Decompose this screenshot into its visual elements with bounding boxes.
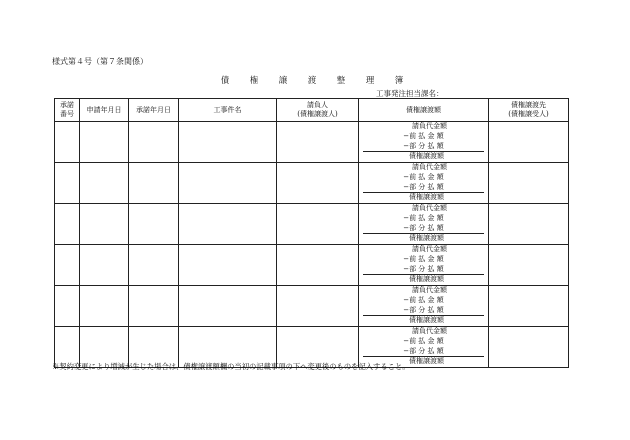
transfer-amount-cell[interactable]: [359, 245, 489, 286]
project-name-cell[interactable]: [179, 163, 277, 204]
ledger-body: [55, 122, 569, 368]
approval-date-cell[interactable]: [129, 286, 179, 327]
header-project-name: 工事件名: [179, 99, 277, 122]
contract-amount-label: 請負代金額: [412, 245, 447, 253]
contractor-cell[interactable]: [277, 286, 359, 327]
application-date-cell[interactable]: [80, 245, 129, 286]
contractor-cell[interactable]: [277, 163, 359, 204]
table-row: [55, 286, 569, 327]
approval-no-cell[interactable]: [55, 163, 80, 204]
partial-payment-label: −部 分 払 額: [363, 306, 484, 317]
application-date-cell[interactable]: [80, 122, 129, 163]
application-date-cell[interactable]: [80, 163, 129, 204]
contract-amount-label: 請負代金額: [412, 327, 447, 335]
header-transfer-amount: 債権譲渡額: [359, 99, 489, 122]
approval-date-cell[interactable]: [129, 204, 179, 245]
partial-payment-label: −部 分 払 額: [363, 265, 484, 276]
amount-breakdown: [363, 245, 484, 285]
approval-date-cell[interactable]: [129, 122, 179, 163]
transferee-cell[interactable]: [489, 204, 569, 245]
transferee-cell[interactable]: [489, 245, 569, 286]
table-row: [55, 122, 569, 163]
transfer-amount-label: 債権譲渡額: [409, 152, 444, 161]
approval-no-cell[interactable]: [55, 245, 80, 286]
table-row: [55, 204, 569, 245]
approval-no-cell[interactable]: [55, 204, 80, 245]
contract-amount-label: 請負代金額: [412, 163, 447, 171]
table-row: [55, 245, 569, 286]
transfer-ledger-table: [54, 98, 569, 368]
approval-date-cell[interactable]: [129, 245, 179, 286]
amount-breakdown: [363, 122, 484, 162]
amount-breakdown: [363, 163, 484, 203]
advance-payment-label: −前 払 金 額: [403, 295, 444, 304]
advance-payment-label: −前 払 金 額: [403, 254, 444, 263]
contractor-cell[interactable]: [277, 245, 359, 286]
contract-amount-label: 請負代金額: [412, 286, 447, 294]
form-title: 債 権 譲 渡 整 理 簿: [220, 76, 410, 86]
transfer-amount-label: 債権譲渡額: [409, 316, 444, 325]
approval-date-cell[interactable]: [129, 163, 179, 204]
header-row: [55, 99, 569, 122]
header-approval-no-line1: 承諾: [60, 101, 74, 109]
header-application-date: 申請年月日: [80, 99, 129, 122]
advance-payment-label: −前 払 金 額: [403, 213, 444, 222]
header-transferee-line1: 債権譲渡先: [511, 101, 546, 109]
approval-no-cell[interactable]: [55, 122, 80, 163]
header-approval-date: 承諾年月日: [129, 99, 179, 122]
project-name-cell[interactable]: [179, 245, 277, 286]
contractor-cell[interactable]: [277, 204, 359, 245]
transferee-cell[interactable]: [489, 163, 569, 204]
header-transferee-line2: (債権譲受人): [508, 110, 549, 118]
contract-amount-label: 請負代金額: [412, 204, 447, 212]
department-label: 工事発注担当課名：: [376, 89, 444, 98]
header-approval-no-line2: 番号: [60, 110, 74, 118]
transfer-amount-label: 債権譲渡額: [409, 234, 444, 243]
advance-payment-label: −前 払 金 額: [403, 172, 444, 181]
table-row: [55, 163, 569, 204]
contractor-cell[interactable]: [277, 122, 359, 163]
amount-breakdown: [363, 204, 484, 244]
header-contractor-line2: (債権譲渡人): [297, 110, 338, 118]
transferee-cell[interactable]: [489, 327, 569, 368]
advance-payment-label: −前 払 金 額: [403, 336, 444, 345]
header-contractor-line1: 請負人: [307, 101, 328, 109]
application-date-cell[interactable]: [80, 204, 129, 245]
partial-payment-label: −部 分 払 額: [363, 224, 484, 235]
amount-breakdown: [363, 286, 484, 326]
project-name-cell[interactable]: [179, 204, 277, 245]
project-name-cell[interactable]: [179, 122, 277, 163]
partial-payment-label: −部 分 払 額: [363, 142, 484, 153]
footnote: ※契約変更により増減が生じた場合は、債権譲渡額欄の当初の記載事項の下へ変更後のものを記入すること。: [52, 362, 410, 371]
transfer-amount-label: 債権譲渡額: [409, 275, 444, 284]
transfer-amount-label: 債権譲渡額: [409, 357, 444, 366]
transfer-amount-cell[interactable]: [359, 286, 489, 327]
transfer-amount-label: 債権譲渡額: [409, 193, 444, 202]
advance-payment-label: −前 払 金 額: [403, 131, 444, 140]
application-date-cell[interactable]: [80, 286, 129, 327]
approval-no-cell[interactable]: [55, 286, 80, 327]
partial-payment-label: −部 分 払 額: [363, 183, 484, 194]
header-transferee: [489, 99, 569, 122]
form-number-label: 様式第４号（第７条関係）: [52, 57, 148, 66]
contract-amount-label: 請負代金額: [412, 122, 447, 130]
transfer-amount-cell[interactable]: [359, 122, 489, 163]
transferee-cell[interactable]: [489, 286, 569, 327]
amount-breakdown: [363, 327, 484, 367]
header-approval-no: [55, 99, 80, 122]
header-contractor: [277, 99, 359, 122]
project-name-cell[interactable]: [179, 286, 277, 327]
transfer-amount-cell[interactable]: [359, 163, 489, 204]
transferee-cell[interactable]: [489, 122, 569, 163]
partial-payment-label: −部 分 払 額: [363, 347, 484, 358]
transfer-amount-cell[interactable]: [359, 204, 489, 245]
